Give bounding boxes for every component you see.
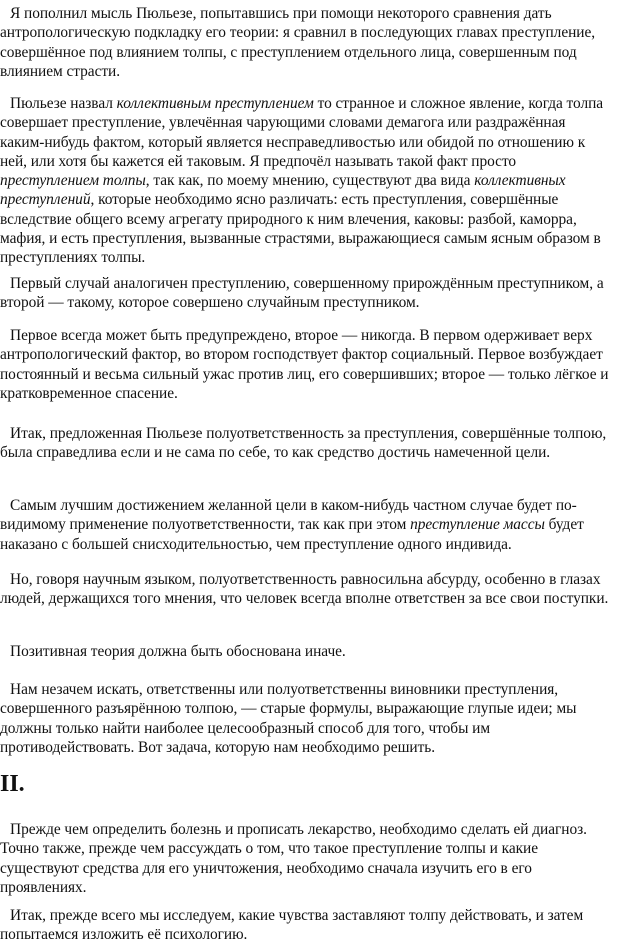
text-run: Я пополнил мысль Пюльезе, попытавшись при помощи некоторого сравнения дать антропологическую подкладку его теории: я сравнил в последующих главах преступление, совершённое под влиянием толпы, с преступлением отдельного лица, совершенным под влиянием страсти. <box>0 5 596 80</box>
italic-phrase: коллективным преступлением <box>116 95 314 112</box>
paragraph-11 <box>0 906 612 945</box>
text-run: Итак, предложенная Пюльезе полуответственность за преступления, совершённые толпою, была справедлива если и не сама по себе, то как средство достичь намеченной цели. <box>0 425 607 462</box>
paragraph-8 <box>0 642 612 661</box>
text-run: , которые необходимо ясно различать: есть преступления, совершённые вследствие общего всему агрегату природного к ним влечения, каковы: разбой, каморра, мафия, и есть преступления, вызванные страстями, выражающиеся самым ясным образом в преступлениях толпы. <box>0 191 601 267</box>
paragraph-10 <box>0 820 612 897</box>
paragraph-3 <box>0 274 612 313</box>
italic-phrase: преступлением толпы <box>0 172 146 190</box>
text-run: Нам незачем искать, ответственны или полуответственны виновники преступления, совершенного разъярённою толпою, — старые формулы, выражающие глупые идеи; мы должны только найти наиболее целесообразный способ для того, чтобы им противодействовать. Вот задача, которую нам необходимо решить. <box>0 681 577 756</box>
paragraph-7 <box>0 570 612 609</box>
paragraph-4 <box>0 326 612 403</box>
text-run: то странное и сложное явление, когда толпа совершает преступление, увлечённая чарующими словами демагога или раздражённая каким-нибудь фактом, который является несправедливостью или обидой по отношению к ней, или хотя бы кажется ей таковым. Я предпочёл называть такой факт просто <box>0 95 604 170</box>
text-run: Итак, прежде всего мы исследуем, какие чувства заставляют толпу действовать, и затем попытаемся изложить её психологию. <box>0 907 584 944</box>
paragraph-6 <box>0 496 612 554</box>
text-run: Первый случай аналогичен преступлению, совершенному прирождённым преступником, а второй — такому, которое совершено случайным преступником. <box>0 275 604 312</box>
italic-phrase: коллективных преступлений <box>0 172 566 209</box>
text-run: , так как, по моему мнению, существуют два вида <box>145 172 475 190</box>
text-run: Прежде чем определить болезнь и прописать лекарство, необходимо сделать ей диагноз. Точно также, прежде чем рассуждать о том, что такое преступление толпы и какие существуют средства для его уничтожения, необходимо сначала изучить его в его проявлениях. <box>0 821 587 896</box>
paragraph-2 <box>0 94 612 268</box>
text-run: Позитивная теория должна быть обоснована иначе. <box>10 643 346 660</box>
paragraph-1 <box>0 4 612 81</box>
text-run: Пюльезе назвал <box>10 95 117 112</box>
text-run: будет наказано с большей снисходительностью, чем преступление одного индивида. <box>0 516 584 553</box>
text-run: Но, говоря научным языком, полуответственность равносильна абсурду, особенно в глазах людей, держащихся того мнения, что человек всегда вполне ответствен за все свои поступки. <box>0 571 609 608</box>
italic-phrase: преступление массы <box>410 516 545 534</box>
paragraph-9 <box>0 680 612 757</box>
paragraph-5 <box>0 424 612 463</box>
text-run: Первое всегда может быть предупреждено, второе — никогда. В первом одерживает верх антропологический фактор, во втором господствует фактор социальный. Первое возбуждает постоянный и весьма сильный ужас против лиц, его совершивших; второе — только лёгкое и кратковременное спасение. <box>0 327 609 402</box>
text-run: Самым лучшим достижением желанной цели в каком-нибудь частном случае будет по-видимому применение полуответственности, так как при этом <box>0 497 577 534</box>
section-heading: II. <box>0 771 25 797</box>
